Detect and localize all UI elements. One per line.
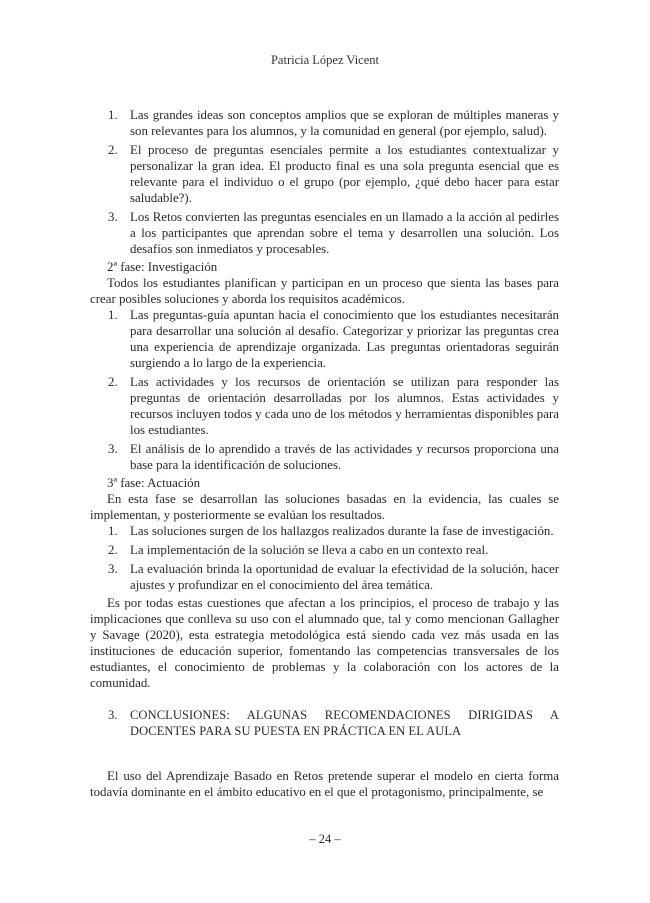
list-item-text: Las grandes ideas son conceptos amplios que se exploran de múltiples maneras y son relevantes para los alumnos, y la comunidad en general (por ejemplo, salud). xyxy=(130,108,559,138)
list-item xyxy=(90,209,559,257)
list-item-number: 3. xyxy=(108,562,118,576)
list-item-number: 2. xyxy=(108,375,118,389)
list-item xyxy=(90,561,559,593)
list-item-number: 1. xyxy=(108,524,118,538)
running-header: Patricia López Vicent xyxy=(270,53,379,67)
page-body xyxy=(90,107,559,800)
list-item-text: El análisis de lo aprendido a través de las actividades y recursos proporciona una base para la identificación de soluciones. xyxy=(130,442,559,472)
section-paragraph: El uso del Aprendizaje Basado en Retos pretende superar el modelo en cierta forma todavía dominante en el ámbito educativo en el que el protagonismo, principalmente, se xyxy=(90,769,559,799)
list-item-text: El proceso de preguntas esenciales permite a los estudiantes contextualizar y personalizar la gran idea. El producto final es una sola pregunta esencial que es relevante para el individuo o el grupo (por ejemplo, ¿qué debo hacer para estar saludable?). xyxy=(130,143,559,205)
list-item xyxy=(90,542,559,558)
phase3-heading: 3ª fase: Actuación xyxy=(107,476,201,490)
list-item-number: 3. xyxy=(108,210,118,224)
phase2-list xyxy=(90,307,559,473)
phase3-list xyxy=(90,523,559,593)
phase3-intro: En esta fase se desarrollan las soluciones basadas en la evidencia, las cuales se implementan, y posteriormente se evalúan los resultados. xyxy=(90,492,559,522)
list-item-number: 2. xyxy=(108,543,118,557)
list-item xyxy=(90,307,559,371)
list-item-number: 2. xyxy=(108,143,118,157)
list-item-number: 1. xyxy=(108,108,118,122)
list-item xyxy=(90,441,559,473)
list-item-text: Las preguntas-guía apuntan hacia el conocimiento que los estudiantes necesitarán para desarrollar una solución al desafío. Categorizar y priorizar las preguntas crea una experiencia de aprendizaje organizada. Las preguntas orientadoras seguirán surgiendo a lo largo de la experiencia. xyxy=(130,308,559,370)
list-item-text: La evaluación brinda la oportunidad de evaluar la efectividad de la solución, hacer ajustes y profundizar en el conocimiento del área temática. xyxy=(130,562,559,592)
list-item-number: 1. xyxy=(108,308,118,322)
closing-paragraph: Es por todas estas cuestiones que afectan a los principios, el proceso de trabajo y las implicaciones que conlleva su uso con el alumnado que, tal y como mencionan Gallagher y Savage (2020), esta estrategia metodológica está siendo cada vez más usada en las instituciones de educación superior, fomentando las competencias transversales de los estudiantes, el conocimiento de problemas y la colaboración con los actores de la comunidad. xyxy=(90,596,559,690)
section-number: 3. xyxy=(108,708,118,722)
list-item-text: Las soluciones surgen de los hallazgos realizados durante la fase de investigación. xyxy=(130,524,554,538)
list-item-text: La implementación de la solución se lleva a cabo en un contexto real. xyxy=(130,543,489,557)
list-item-text: Los Retos convierten las preguntas esenciales en un llamado a la acción al pedirles a los participantes que aprendan sobre el tema y desarrollen una solución. Los desafíos son inmediatos y procesables. xyxy=(130,210,559,256)
list-item xyxy=(90,523,559,539)
page-number: – 24 – xyxy=(309,832,341,846)
list-item xyxy=(90,107,559,139)
section-title: CONCLUSIONES: ALGUNAS RECOMENDACIONES DIRIGIDAS A DOCENTES PARA SU PUESTA EN PRÁCTICA EN EL AULA xyxy=(130,708,559,738)
list-item xyxy=(90,374,559,438)
phase1-list xyxy=(90,107,559,257)
phase2-heading: 2ª fase: Investigación xyxy=(107,260,218,274)
section-heading xyxy=(90,707,559,739)
list-item-number: 3. xyxy=(108,442,118,456)
phase2-intro: Todos los estudiantes planifican y participan en un proceso que sienta las bases para crear posibles soluciones y aborda los requisitos académicos. xyxy=(90,276,559,306)
list-item xyxy=(90,142,559,206)
list-item-text: Las actividades y los recursos de orientación se utilizan para responder las preguntas de orientación desarrolladas por los alumnos. Estas actividades y recursos incluyen todos y cada uno de los métodos y herramientas disponibles para los estudiantes. xyxy=(130,375,559,437)
